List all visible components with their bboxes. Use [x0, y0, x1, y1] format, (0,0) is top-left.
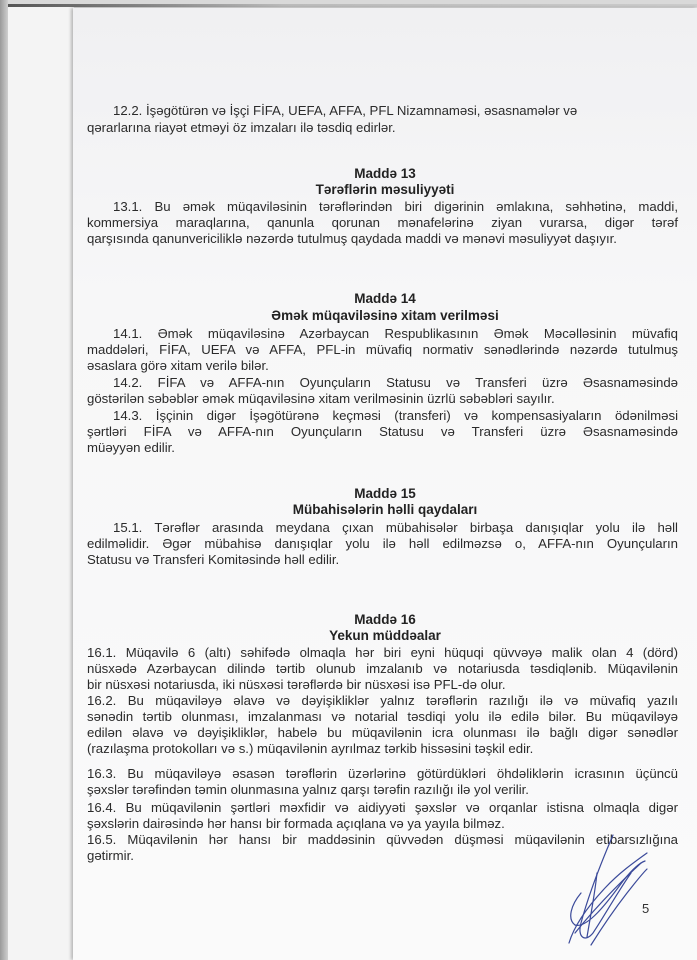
text-line: şəxslər tərəfindən təmin olunmasına yalnız qarşı tərəfin razılığı ilə yol verilir.: [87, 782, 529, 797]
text-line: əsaslara görə xitam verilə bilər.: [87, 358, 269, 373]
text-line: gətirmir.: [87, 848, 134, 863]
text-line: 16.3. Bu müqaviləyə əsasən tərəflərin üzərlərinə götürdükləri öhdəliklərin icrasının üçüncü: [87, 766, 678, 781]
text-line: 16.5. Müqavilənin hər hansı bir maddəsinin qüvvədən düşməsi müqavilənin etibarsızlığına: [87, 832, 678, 847]
text-line: 16.4. Bu müqavilənin şərtləri məxfidir və aidiyyəti şəxslər və orqanlar istisna olmaqla digər: [87, 800, 678, 815]
text-line: bir nüsxəsi notariusda, iki nüsxəsi tərəflərdə bir nüsxəsi isə PFL-də olur.: [87, 677, 506, 692]
article-15-title: Maddə 15: [354, 486, 416, 501]
page-number: 5: [642, 901, 650, 916]
handwritten-signature: [561, 833, 651, 951]
text-line: 15.1. Tərəflər arasında meydana çıxan mübahisələr birbaşa danışıqlar yolu ilə həll: [113, 520, 678, 535]
text-line: göstərilən səbəblər əmək müqaviləsinə xitam verilməsinin üzrlü səbəbləri sayılır.: [87, 391, 555, 406]
article-16-subtitle: Yekun müddəalar: [329, 628, 441, 643]
text-line: 14.1. Əmək müqaviləsinə Azərbaycan Respublikasının Əmək Məcəlləsinin müvafiq: [113, 326, 678, 341]
scan-top-edge: [8, 4, 697, 7]
scan-left-edge: [0, 0, 8, 960]
text-line: 12.2. İşəgötürən və İşçi FİFA, UEFA, AFFA, PFL Nizamnaməsi, əsasnamələr və: [113, 103, 578, 118]
article-16-title: Maddə 16: [354, 612, 416, 627]
text-line: şərtləri FİFA və AFFA-nın Oyunçuların Statusu və Transferi üzrə Əsasnaməsində: [87, 424, 678, 439]
text-line: edilən əlavə və dəyişikliklər, habelə bu müqavilənin icra olunması ilə bağlı digər sənədlər: [87, 725, 678, 740]
underlying-sheet: [8, 6, 74, 960]
text-line: müəyyən edilir.: [87, 440, 175, 455]
signature-stroke: [587, 873, 597, 937]
article-14-title: Maddə 14: [354, 291, 416, 306]
text-line: şəxslərin dairəsində hər hansı bir formada açıqlana və ya yayıla bilməz.: [87, 816, 505, 831]
text-line: 16.2. Bu müqaviləyə əlavə və dəyişikliklər yalnız tərəflərin razılığı ilə və müvafiq yazılı: [87, 693, 678, 708]
text-line: Statusu və Transferi Komitəsində həll edilir.: [87, 552, 340, 567]
text-line: sənədin tərtib olunması, imzalanması və notarial təsdiqi yolu ilə edilə bilər. Bu müqaviləyə: [87, 709, 678, 724]
article-14-subtitle: Əmək müqaviləsinə xitam verilməsi: [271, 308, 499, 323]
text-line: 13.1. Bu əmək müqaviləsinin tərəflərindən biri digərinin əmlakına, səhhətinə, maddi,: [113, 199, 678, 214]
text-line: kommersiya maraqlarına, qanunla qorunan mənafelərinə ziyan vurarsa, digər tərəf: [87, 215, 678, 230]
text-line: nüsxədə Azərbaycan dilində tərtib olunub imzalanıb və notariusda təsdiqlənib. Müqavilənin: [87, 661, 678, 676]
text-line: 14.2. FİFA və AFFA-nın Oyunçuların Statusu və Transferi üzrə Əsasnaməsində: [113, 375, 678, 390]
article-13-subtitle: Tərəflərin məsuliyyəti: [315, 182, 455, 197]
text-line: 14.3. İşçinin digər İşəgötürənə keçməsi (transferi) və kompensasiyaların ödənilməsi: [113, 408, 678, 423]
text-line: 16.1. Müqavilə 6 (altı) səhifədə olmaqla hər biri eyni hüquqi qüvvəyə malik olan 4 (dörd): [87, 645, 678, 660]
signature-stroke: [569, 853, 650, 943]
article-15-subtitle: Mübahisələrin həlli qaydaları: [292, 502, 478, 517]
document-page: [73, 8, 697, 960]
text-line: maddələri, FİFA, UEFA və AFFA, PFL-in müvafiq normativ sənədlərində nəzərdə tutulmuş: [87, 342, 678, 357]
text-line: qərarlarına riayət etməyi öz imzaları ilə təsdiq edirlər.: [87, 120, 396, 135]
article-13-title: Maddə 13: [354, 166, 416, 181]
text-line: edilməlidir. Əgər mübahisə danışıqlar yolu ilə həll edilməzsə o, AFFA-nın Oyunçuların: [87, 536, 678, 551]
text-line: qarşısında qanunvericiliklə nəzərdə tutulmuş qaydada maddi və mənəvi məsuliyyət daşıyır.: [87, 231, 617, 246]
signature-stroke: [591, 869, 650, 945]
text-line: (razılaşma protokolları və s.) müqavilənin ayrılmaz tərkib hissəsini təşkil edir.: [87, 741, 534, 756]
